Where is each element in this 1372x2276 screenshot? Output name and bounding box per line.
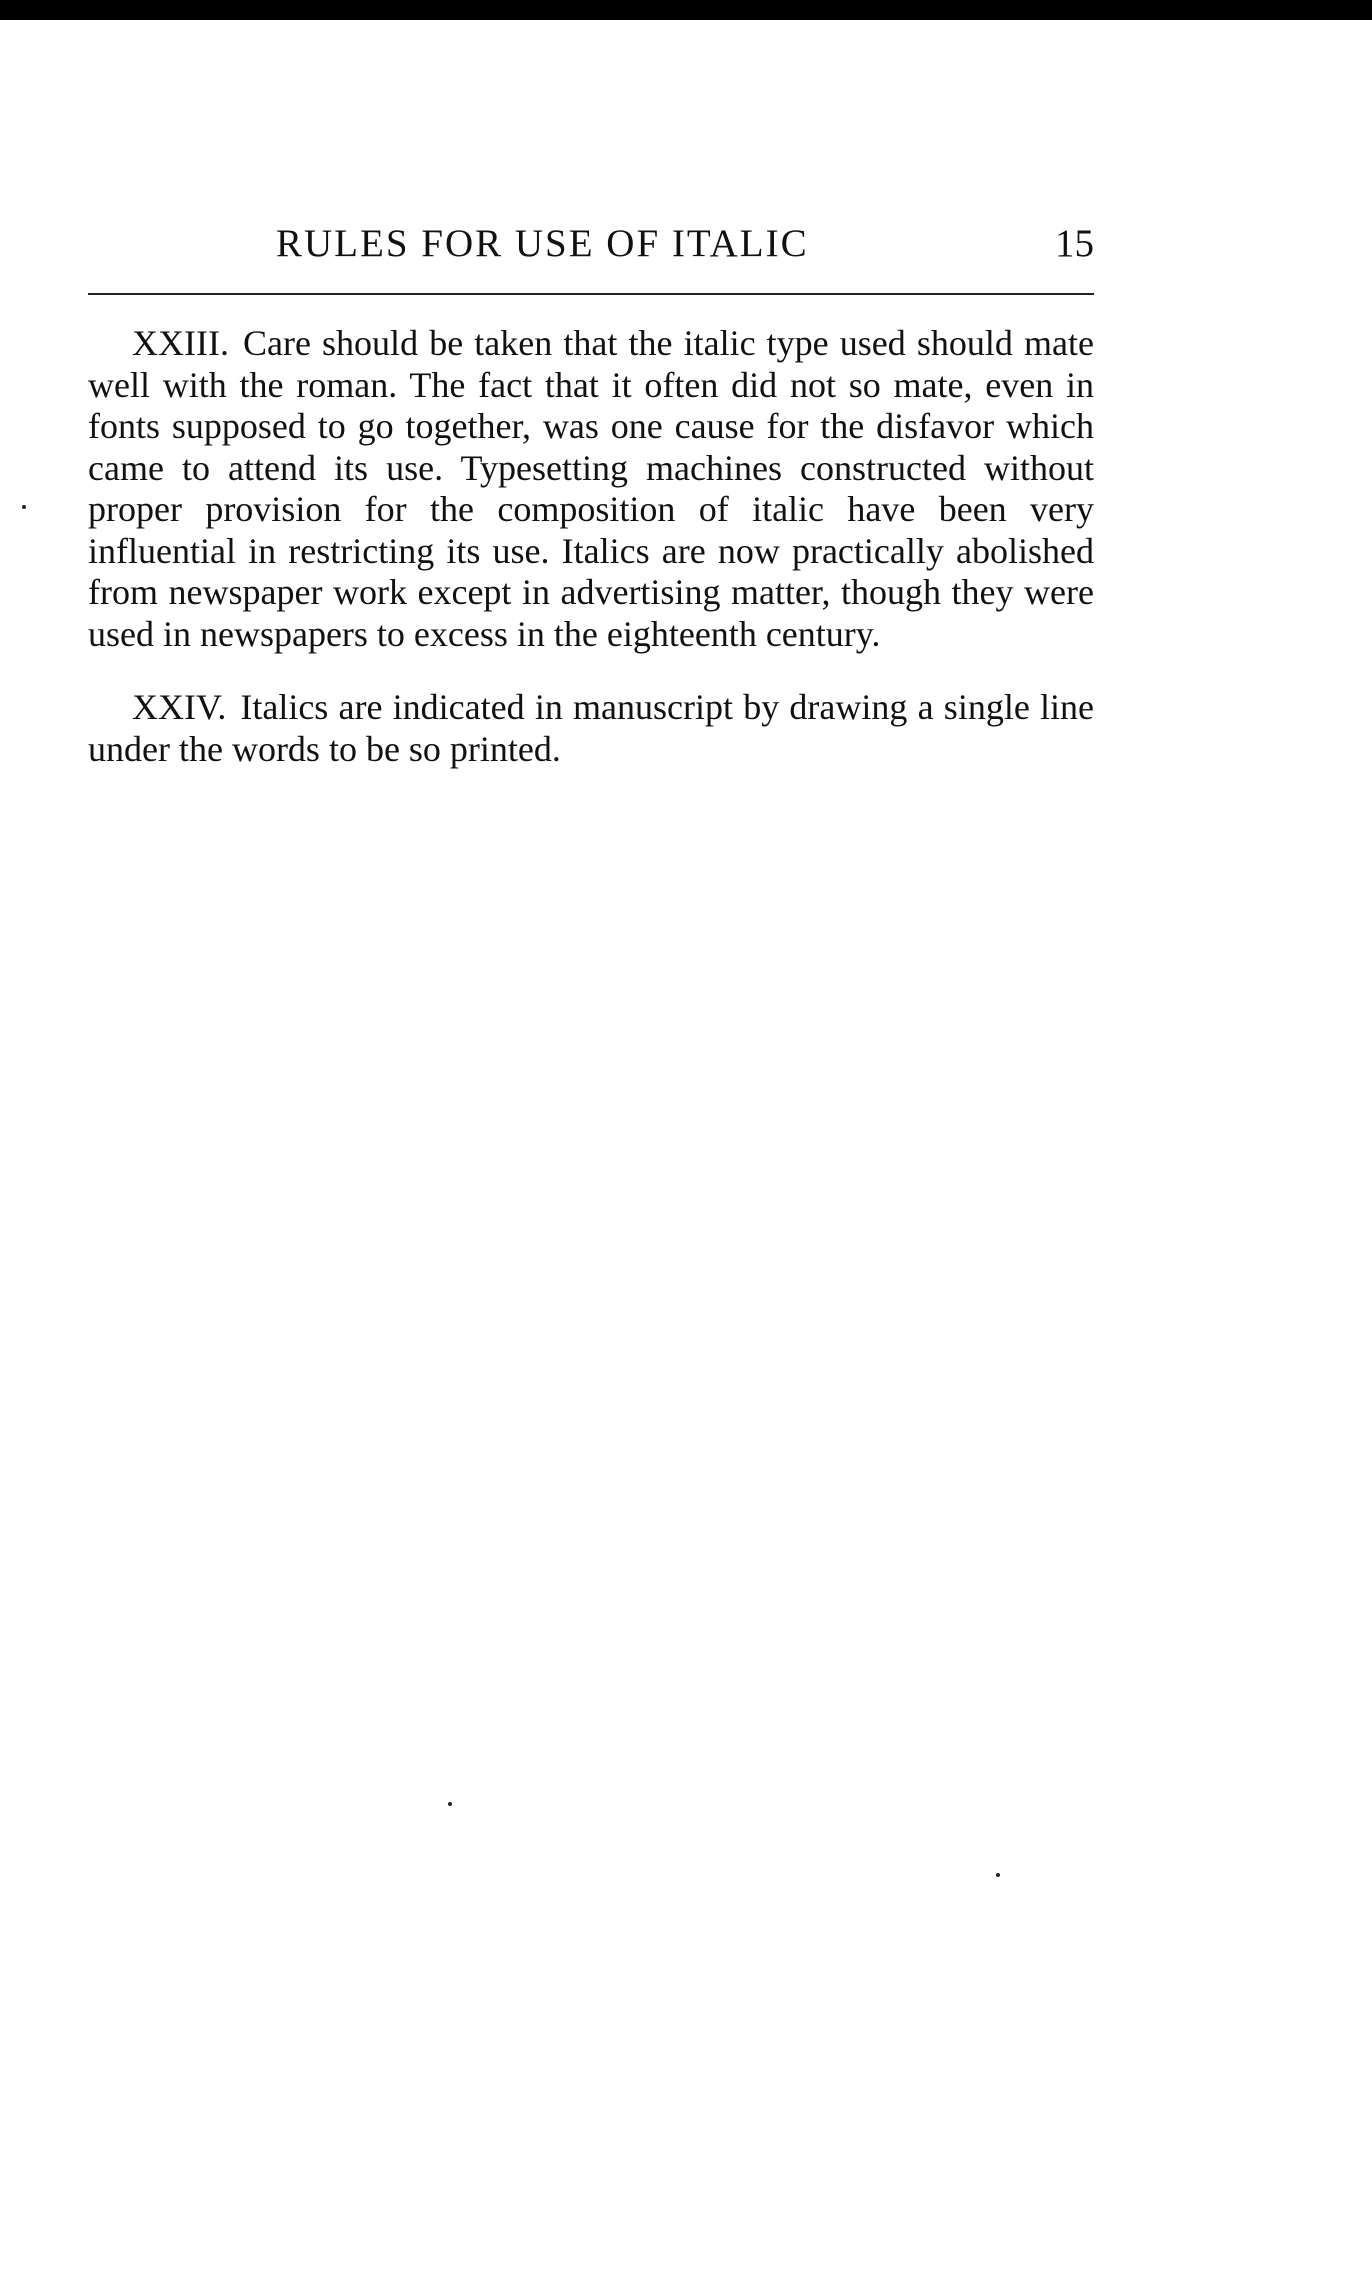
scan-top-border bbox=[0, 0, 1372, 20]
body-text bbox=[88, 323, 1094, 770]
paragraph-text: Italics are indicated in manuscript by drawing a single line under the words to be so printed. bbox=[88, 687, 1094, 769]
scan-speck bbox=[996, 1873, 1000, 1877]
paragraph-xxiii bbox=[88, 323, 1094, 655]
page-number: 15 bbox=[1055, 222, 1094, 265]
running-head-title: RULES FOR USE OF ITALIC bbox=[276, 222, 809, 265]
book-page bbox=[88, 215, 1094, 770]
paragraph-xxiv bbox=[88, 687, 1094, 770]
section-numeral: XXIV. bbox=[132, 687, 227, 727]
scan-speck bbox=[448, 1802, 452, 1806]
header-rule bbox=[88, 293, 1094, 295]
section-numeral: XXIII. bbox=[132, 323, 229, 363]
paragraph-text: Care should be taken that the italic type used should mate well with the roman. The fact that it often did not so mate, even in fonts supposed to go together, was one cause for the disfavor which came to attend its use. Typesetting machines constructed without proper provision for the composition of italic have been very influential in restricting its use. Italics are now practically abolished from newspaper work except in advertising matter, though they were used in newspapers to excess in the eighteenth century. bbox=[88, 323, 1094, 654]
scan-speck bbox=[22, 505, 26, 509]
running-head bbox=[88, 215, 1094, 273]
